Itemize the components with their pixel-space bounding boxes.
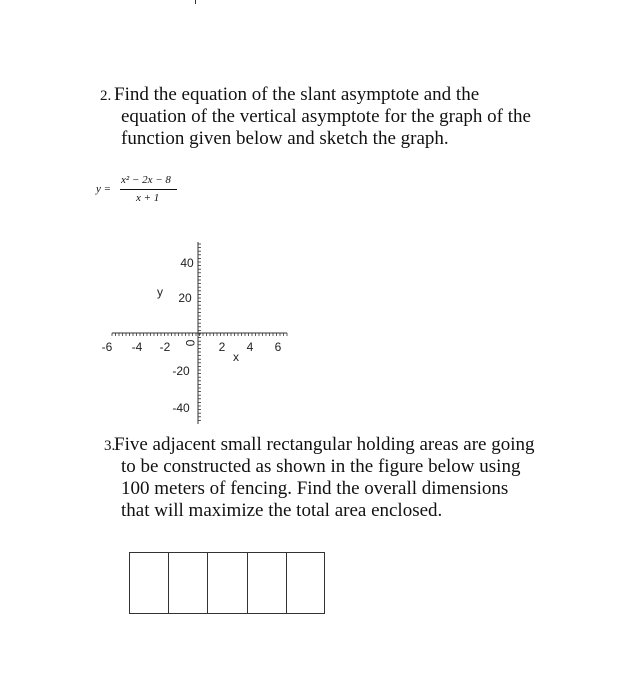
problem-2-number: 2. <box>100 88 112 104</box>
y-tick-label: -20 <box>172 364 190 378</box>
holding-area-pen <box>286 552 325 614</box>
holding-area-pen <box>168 552 208 614</box>
equation-numerator: x² − 2x − 8 <box>121 174 171 186</box>
y-axis-label: y <box>157 285 163 299</box>
problem-3-line-4: that will maximize the total area enclosed. <box>121 500 443 521</box>
holding-area-pen <box>129 552 169 614</box>
x-tick-label: -4 <box>131 340 143 354</box>
y-tick-label: 20 <box>178 291 192 305</box>
x-tick-label: -2 <box>159 340 171 354</box>
problem-2-line-1: Find the equation of the slant asymptote and the <box>114 84 480 105</box>
problem-3-line-2: to be constructed as shown in the figure below using <box>121 456 521 477</box>
y-tick-label: -40 <box>172 401 190 415</box>
holding-areas-figure <box>129 552 325 616</box>
problem-2-line-3: function given below and sketch the graph. <box>121 128 449 149</box>
problem-3-number: 3. <box>104 438 116 454</box>
x-tick-label: 4 <box>246 340 254 354</box>
origin-label: 0 <box>183 339 197 347</box>
equation-lhs: y = <box>96 183 112 195</box>
x-tick-label: 2 <box>218 340 226 354</box>
problem-2-line-2: equation of the vertical asymptote for the graph of the <box>121 106 531 127</box>
y-tick-label: 40 <box>180 256 194 270</box>
x-tick-label: -6 <box>101 340 113 354</box>
x-axis-label: x <box>233 350 239 364</box>
problem-3-line-3: 100 meters of fencing. Find the overall dimensions <box>121 478 509 499</box>
holding-area-pen <box>247 552 287 614</box>
equation-denominator: x + 1 <box>136 192 160 204</box>
problem-3-line-1: Five adjacent small rectangular holding areas are going <box>114 434 535 455</box>
x-tick-label: 6 <box>274 340 282 354</box>
holding-area-pen <box>207 552 247 614</box>
